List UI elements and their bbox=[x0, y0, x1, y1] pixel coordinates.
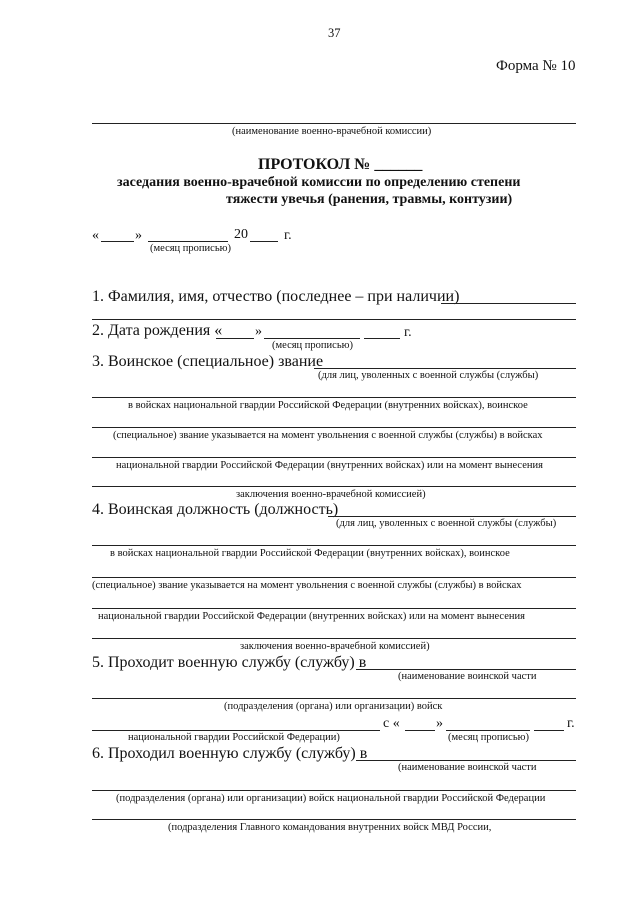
field-4-input-e[interactable] bbox=[92, 638, 576, 639]
field-2-label: 2. Дата рождения « bbox=[92, 322, 223, 339]
field-4-label: 4. Воинская должность (должность) bbox=[92, 501, 339, 518]
commission-line[interactable] bbox=[92, 123, 576, 124]
field-4-caption-1: (для лиц, уволенных с военной службы (службы) bbox=[336, 518, 557, 529]
field-4-input-a[interactable] bbox=[328, 516, 576, 517]
field-3-caption-2: в войсках национальной гвардии Российской Федерации (внутренних войсках), воинское bbox=[128, 400, 528, 411]
field-4-input-d[interactable] bbox=[92, 608, 576, 609]
field-3-input-a[interactable] bbox=[314, 368, 576, 369]
field-3-label: 3. Воинское (специальное) звание bbox=[92, 353, 324, 370]
field-5-caption-1: (наименование воинской части bbox=[398, 671, 537, 682]
field-2-g: г. bbox=[404, 325, 412, 340]
protocol-subtitle-1: заседания военно-врачебной комиссии по определению степени bbox=[117, 175, 521, 190]
field-3-caption-4: национальной гвардии Российской Федерации (внутренних войсках) или на момент вынесения bbox=[116, 460, 543, 471]
field-4-input-c[interactable] bbox=[92, 577, 576, 578]
commission-caption: (наименование военно-врачебной комиссии) bbox=[232, 126, 432, 137]
date-month-field[interactable] bbox=[148, 241, 228, 242]
field-2-year-field[interactable] bbox=[364, 338, 400, 339]
field-4-caption-5: заключения военно-врачебной комиссией) bbox=[240, 641, 430, 652]
field-3-caption-3: (специальное) звание указывается на момент увольнения с военной службы (службы) в войсках bbox=[113, 430, 543, 441]
field-5-caption-2: (подразделения (органа) или организации) войск bbox=[224, 701, 443, 712]
field-5-input-c[interactable] bbox=[92, 730, 380, 731]
field-4-caption-3: (специальное) звание указывается на момент увольнения с военной службы (службы) в войсках bbox=[92, 580, 522, 591]
protocol-title: ПРОТОКОЛ № ______ bbox=[258, 156, 423, 173]
page-number: 37 bbox=[328, 26, 341, 40]
field-5-label: 5. Проходит военную службу (службу) в bbox=[92, 654, 367, 671]
field-5-since: с « bbox=[383, 716, 400, 731]
field-4-input-b[interactable] bbox=[92, 545, 576, 546]
field-5-month-field[interactable] bbox=[446, 730, 530, 731]
field-5-caption-4: (месяц прописью) bbox=[448, 732, 529, 743]
field-6-caption-3: (подразделения Главного командования внутренних войск МВД России, bbox=[168, 822, 492, 833]
field-5-g: г. bbox=[567, 716, 575, 731]
field-1-input-b[interactable] bbox=[92, 319, 576, 320]
date-day-field[interactable] bbox=[101, 241, 134, 242]
field-3-input-e[interactable] bbox=[92, 486, 576, 487]
field-5-input-a[interactable] bbox=[356, 669, 576, 670]
field-5-year-field[interactable] bbox=[534, 730, 564, 731]
field-6-input-c[interactable] bbox=[92, 819, 576, 820]
protocol-subtitle-2: тяжести увечья (ранения, травмы, контузии) bbox=[226, 192, 513, 207]
field-6-caption-2: (подразделения (органа) или организации) войск национальной гвардии Российской Федерации bbox=[116, 793, 546, 804]
field-5-since-close: » bbox=[436, 716, 443, 731]
field-1-label: 1. Фамилия, имя, отчество (последнее – при наличии) bbox=[92, 288, 460, 305]
date-year-field[interactable] bbox=[250, 241, 278, 242]
date-day-close: » bbox=[135, 228, 142, 243]
field-3-caption-1: (для лиц, уволенных с военной службы (службы) bbox=[318, 370, 539, 381]
field-3-input-b[interactable] bbox=[92, 397, 576, 398]
field-6-caption-1: (наименование воинской части bbox=[398, 762, 537, 773]
field-6-input-b[interactable] bbox=[92, 790, 576, 791]
date-year-prefix: 20 bbox=[234, 227, 248, 242]
field-4-caption-4: национальной гвардии Российской Федерации (внутренних войсках) или на момент вынесения bbox=[98, 611, 525, 622]
field-2-month-field[interactable] bbox=[264, 338, 360, 339]
field-1-input-a[interactable] bbox=[441, 303, 576, 304]
field-3-input-d[interactable] bbox=[92, 457, 576, 458]
field-6-input-a[interactable] bbox=[356, 760, 576, 761]
field-4-caption-2: в войсках национальной гвардии Российской Федерации (внутренних войсках), воинское bbox=[110, 548, 510, 559]
field-3-caption-5: заключения военно-врачебной комиссией) bbox=[236, 489, 426, 500]
field-5-input-b[interactable] bbox=[92, 698, 576, 699]
form-label: Форма № 10 bbox=[496, 58, 576, 74]
field-3-input-c[interactable] bbox=[92, 427, 576, 428]
date-year-suffix: г. bbox=[284, 228, 292, 243]
date-day-open: « bbox=[92, 228, 99, 243]
field-2-day-field[interactable] bbox=[216, 338, 254, 339]
date-month-caption: (месяц прописью) bbox=[150, 243, 231, 254]
field-6-label: 6. Проходил военную службу (службу) в bbox=[92, 745, 368, 762]
field-5-day-field[interactable] bbox=[405, 730, 435, 731]
field-2-close: » bbox=[255, 324, 262, 339]
field-2-caption: (месяц прописью) bbox=[272, 340, 353, 351]
field-5-caption-3: национальной гвардии Российской Федерации) bbox=[128, 732, 340, 743]
